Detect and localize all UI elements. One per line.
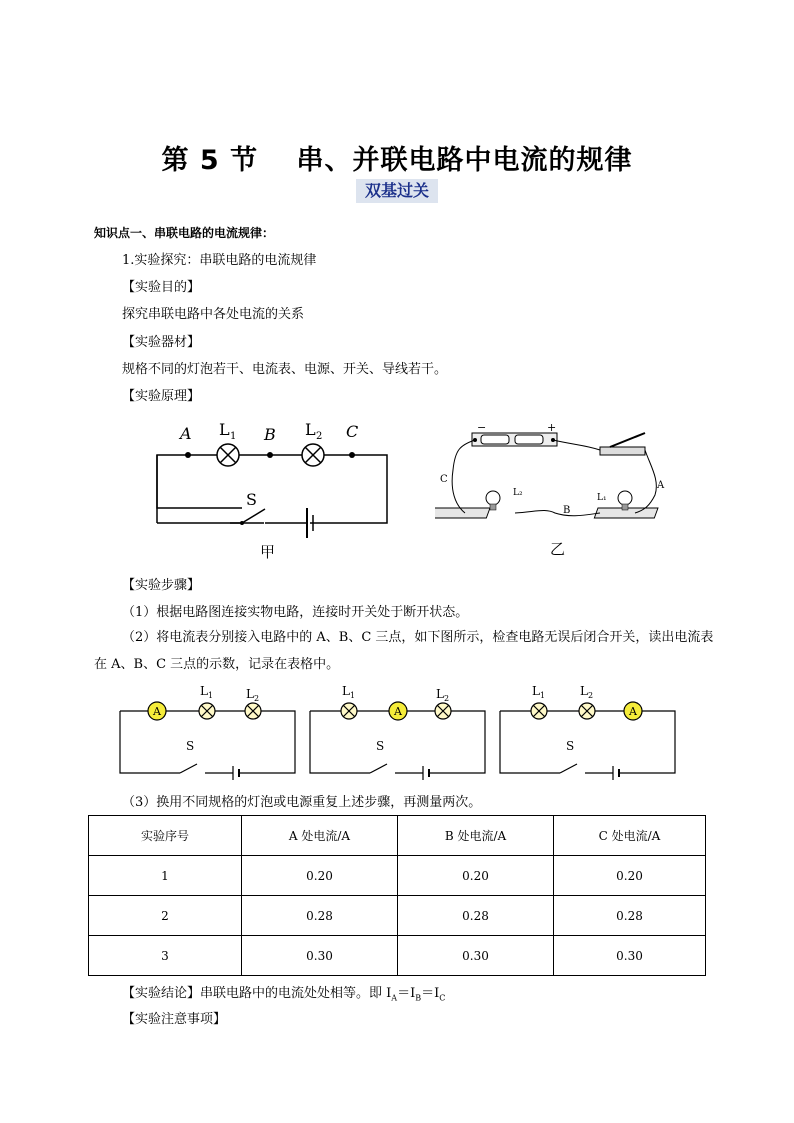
label-l1-sub: 1 — [230, 431, 237, 442]
lamp-l1 — [217, 444, 239, 466]
switch-label: S — [186, 739, 195, 753]
ammeter-label: A — [629, 705, 637, 718]
formula-sub-b: B — [415, 993, 422, 1003]
table-cell: 0.20 — [242, 856, 398, 896]
label-l2: L — [305, 420, 316, 439]
lamp-label: L — [436, 687, 444, 701]
table-header-cell: B 处电流/A — [398, 816, 554, 856]
label-b: B — [264, 425, 276, 444]
table-cell: 1 — [89, 856, 242, 896]
label-yi-a: A — [657, 480, 665, 491]
table-cell: 0.20 — [554, 856, 706, 896]
node-c — [349, 452, 355, 458]
label-l2-sub: 2 — [316, 431, 323, 442]
label-yi-l2: L₂ — [513, 488, 523, 498]
formula-eq: ＝ — [397, 986, 411, 1001]
physical-circuit-yi — [435, 420, 665, 560]
lamp-sub: 1 — [350, 691, 356, 700]
ammeter-label: A — [153, 705, 161, 718]
purpose-heading: 【实验目的】 — [122, 280, 201, 295]
table-row — [89, 896, 706, 936]
table-cell: 0.28 — [554, 896, 706, 936]
label-c: C — [346, 422, 359, 441]
results-table — [88, 815, 706, 976]
ammeter-circuits — [115, 680, 685, 780]
switch-lever — [242, 509, 265, 523]
steps-heading: 【实验步骤】 — [122, 578, 201, 593]
lamp-l2 — [302, 444, 324, 466]
section-heading: 知识点一、串联电路的电流规律： — [94, 226, 275, 240]
lamp-sub: 2 — [444, 694, 450, 703]
circuit-ammeter-at-b — [310, 684, 485, 780]
formula-i: I — [410, 986, 416, 1001]
table-cell: 0.30 — [554, 936, 706, 976]
conclusion — [122, 982, 445, 1003]
table-cell: 0.28 — [242, 896, 398, 936]
formula-i: I — [434, 986, 440, 1001]
table-header-cell: A 处电流/A — [242, 816, 398, 856]
label-a: A — [180, 424, 192, 443]
item-1: 1.实验探究：串联电路的电流规律 — [122, 253, 317, 268]
lamp-label: L — [342, 684, 350, 698]
circuit-ammeter-at-c — [500, 684, 675, 780]
lamp-label: L — [580, 684, 588, 698]
lamp-label: L — [200, 684, 208, 698]
table-row — [89, 936, 706, 976]
step-3: （3）换用不同规格的灯泡或电源重复上述步骤，再测量两次。 — [122, 795, 482, 810]
page-subtitle: 双基过关 — [356, 179, 438, 203]
table-cell: 0.30 — [398, 936, 554, 976]
label-l1: L — [219, 420, 230, 439]
lamp-sub: 1 — [208, 691, 214, 700]
purpose-text: 探究串联电路中各处电流的关系 — [122, 307, 305, 322]
lamp-sub: 1 — [540, 691, 546, 700]
formula-sub-c: C — [439, 993, 446, 1003]
conclusion-text: 串联电路中的电流处处相等。即 I — [200, 986, 392, 1001]
label-yi-l1: L₁ — [597, 493, 607, 503]
formula-eq: ＝ — [421, 986, 435, 1001]
circuit-diagram-jia — [150, 415, 400, 565]
lamp-sub: 2 — [588, 691, 594, 700]
formula-sub-a: A — [391, 993, 398, 1003]
table-cell: 0.20 — [398, 856, 554, 896]
ammeter-label: A — [394, 705, 402, 718]
caption-jia: 甲 — [260, 543, 276, 561]
label-yi-c: C — [440, 474, 448, 485]
table-header-row — [89, 816, 706, 856]
table-header-cell: C 处电流/A — [554, 816, 706, 856]
table-cell: 0.28 — [398, 896, 554, 936]
step-2: （2）将电流表分别接入电路中的 A、B、C 三点，如下图所示，检查电路无误后闭合开关，读出电流表在 A、B、C 三点的示数，记录在表格中。 — [94, 630, 714, 672]
label-minus: − — [477, 421, 487, 434]
equipment-text: 规格不同的灯泡若干、电流表、电源、开关、导线若干。 — [122, 362, 448, 377]
label-plus: + — [547, 421, 557, 434]
step-1: （1）根据电路图连接实物电路，连接时开关处于断开状态。 — [122, 605, 469, 620]
label-yi-b: B — [563, 505, 571, 516]
lamp-label: L — [246, 687, 254, 701]
notes-heading: 【实验注意事项】 — [122, 1012, 227, 1027]
node-b — [267, 452, 273, 458]
table-row — [89, 856, 706, 896]
table-cell: 2 — [89, 896, 242, 936]
conclusion-heading: 【实验结论】 — [122, 986, 201, 1001]
lamp-sub: 2 — [254, 694, 260, 703]
table-cell: 3 — [89, 936, 242, 976]
table-cell: 0.30 — [242, 936, 398, 976]
lamp-label: L — [532, 684, 540, 698]
switch-label: S — [566, 739, 575, 753]
label-switch: S — [246, 490, 257, 509]
principle-heading: 【实验原理】 — [122, 389, 201, 404]
caption-yi: 乙 — [550, 540, 566, 558]
page-title: 第 5 节 串、并联电路中电流的规律 — [161, 145, 633, 176]
switch-label: S — [376, 739, 385, 753]
table-header-cell: 实验序号 — [89, 816, 242, 856]
equipment-heading: 【实验器材】 — [122, 335, 201, 350]
circuit-ammeter-at-a — [120, 684, 295, 780]
node-a — [185, 452, 191, 458]
